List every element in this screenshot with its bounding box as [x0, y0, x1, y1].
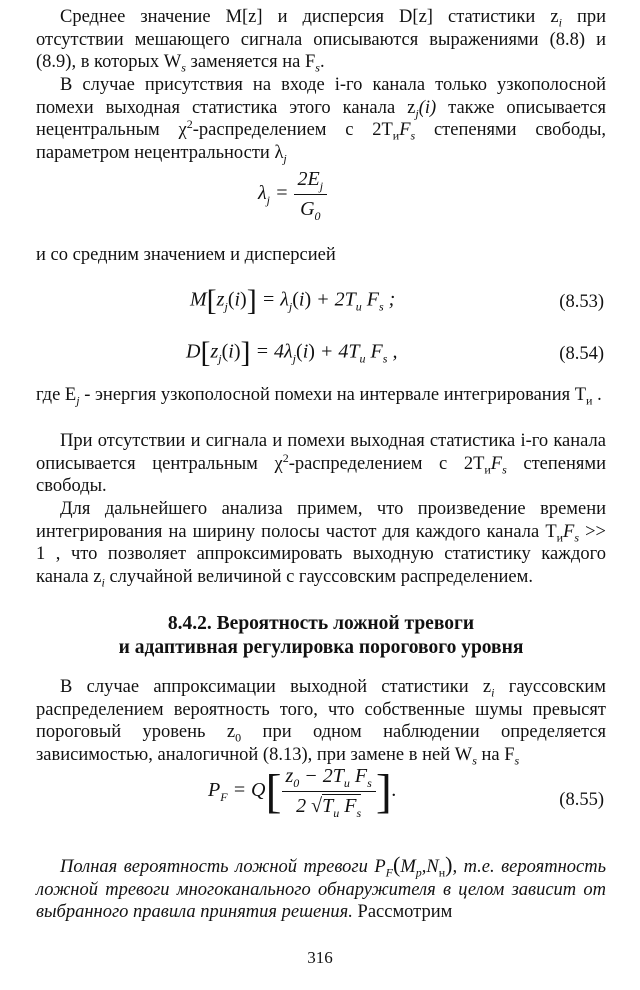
- equation-number: (8.54): [559, 344, 604, 364]
- text: -распределением с 2T: [288, 453, 485, 474]
- equation-8-55: $P_F = Q$[ $\frac{z_0 - 2T_и F_s}{2 √T_и F_s}$ ].: [208, 765, 397, 820]
- text: на F: [476, 744, 515, 765]
- text: В случае присутствия на входе i-го канала только узкополосной помехи выходная статистика этого канала z: [36, 75, 606, 118]
- text: Для дальнейшего анализа примем, что произведение времени интегрирования на ширину полосы частот для каждого канала T: [36, 499, 606, 542]
- section-heading-line-2: и адаптивная регулировка порогового уровня: [118, 637, 524, 658]
- paragraph-8: Полная вероятность ложной тревоги $P_F(M_p,N_н)$, т.е. вероятность ложной тревоги многоканального обнаружителя в целом зависит от выбранного правила принятия решения. Рассмотрим: [36, 852, 606, 922]
- text: Полная вероятность ложной тревоги P: [60, 857, 386, 877]
- text: -распределением с 2T: [192, 120, 393, 140]
- paragraph-6: Для дальнейшего анализа примем, что произведение времени интегрирования на ширину полосы частот для каждого канала $T_иF_s >> 1$ , что позволяет аппроксимировать выходную статистику каждого канала $z_i$ случайной величиной с гауссовским распределением.: [36, 499, 606, 590]
- text: степенями свободы.: [36, 453, 607, 496]
- text: при отсутствии мешающего сигнала описываются выражениями (8.8) и (8.9), в которых W: [36, 7, 606, 72]
- text: заменяется на F: [185, 52, 316, 72]
- equation-8-54: $D[z_j(i)] = 4\lambda_j(i) + 4T_и$ $F_s$ ,: [186, 336, 398, 369]
- paragraph-2: В случае присутствия на входе i-го канала только узкополосной помехи выходная статистика этого канала $z_j(i)$ также описывается нецентральным $\chi^2$-распределением с $2T_иF_s$ степенями свободы, параметром нецентральности $\lambda_j$: [36, 75, 607, 166]
- equation-number: (8.55): [559, 790, 604, 810]
- paragraph-4: где $E_j$ - энергия узкополосной помехи на интервале интегрирования $T_и$ .: [36, 385, 602, 408]
- text: При отсутствии и сигнала и помехи выходная статистика i-го канала описывается центральным χ: [36, 431, 606, 474]
- paragraph-7: В случае аппроксимации выходной статистики $z_i$ гауссовским распределением вероятность того, что собственные шумы превысят пороговый уровень $z_0$ при одном наблюдении определяется зависимостью, аналогичной (8.13), при замене в ней $W_s$ на $F_s$: [36, 677, 607, 768]
- equation-8-53: $M[z_j(i)] = \lambda_j(i) + 2T_и$ $F_s$ ;: [190, 284, 396, 317]
- text: Среднее значение M[z] и дисперсия D[z] статистики z: [60, 7, 559, 27]
- text: гауссовским распределением вероятность того, что собственные шумы превысят пороговый уровень z: [36, 677, 606, 742]
- text: В случае аппроксимации выходной статистики z: [60, 677, 492, 697]
- text: где E: [36, 385, 77, 405]
- equation-number: (8.53): [559, 292, 604, 312]
- paragraph-1: Среднее значение M[z] и дисперсия D[z] статистики $z_i$ при отсутствии мешающего сигнала описываются выражениями (8.8) и (8.9), в которых $W_s$ заменяется на $F_s$.: [36, 7, 606, 75]
- paragraph-5: При отсутствии и сигнала и помехи выходная статистика i-го канала описывается центральным $\chi^2$-распределением с $2T_иF_s$ степенями свободы.: [36, 431, 607, 496]
- section-heading: [36, 612, 606, 660]
- text: случайной величиной с гауссовским распределением.: [104, 566, 533, 587]
- text: степенями свободы, параметром нецентральности λ: [36, 120, 607, 163]
- text: при одном наблюдении определяется зависимостью, аналогичной (8.13), при замене в ней W: [36, 722, 607, 765]
- text: , т.е. вероятность ложной тревоги многоканального обнаружителя в целом зависит от выбранного правила принятия решения.: [36, 857, 606, 922]
- paragraph-3: [36, 244, 606, 267]
- text: Рассмотрим: [352, 902, 453, 922]
- equation-lambda: $\lambda_j$ = $\frac{2E_j}{G_0}$: [258, 168, 327, 221]
- text: - энергия узкополосной помехи на интервале интегрирования T: [79, 385, 587, 405]
- text: и со средним значением и дисперсией: [36, 245, 336, 265]
- text: >> 1 , что позволяет аппроксимировать выходную статистику каждого канала z: [36, 521, 606, 587]
- page-number: 316: [307, 948, 333, 967]
- section-heading-line-1: 8.4.2. Вероятность ложной тревоги: [167, 613, 475, 634]
- text: также описывается нецентральным χ: [36, 97, 606, 140]
